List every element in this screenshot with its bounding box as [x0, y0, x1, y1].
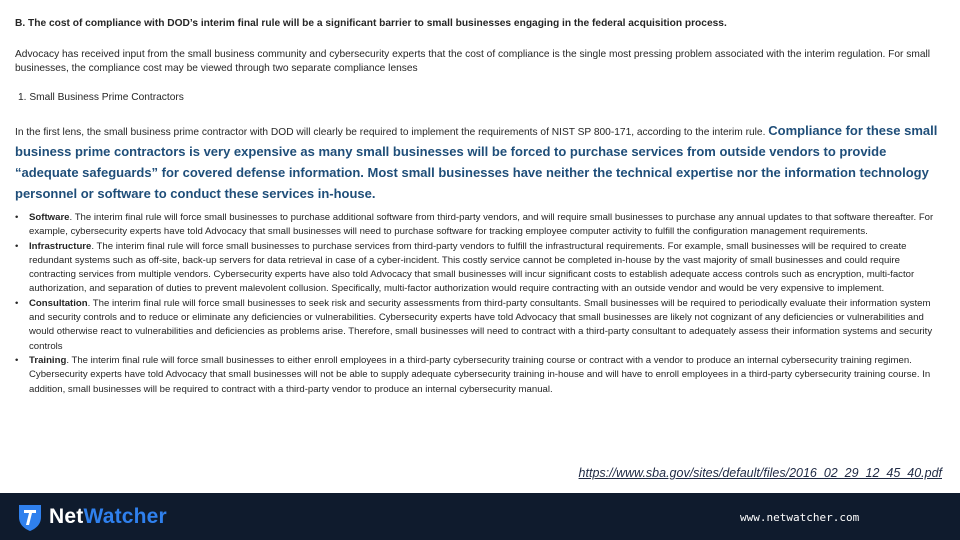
bullet-icon: •: [15, 212, 19, 223]
logo-watcher-text: Watcher: [83, 505, 167, 528]
footer-bar: [0, 493, 960, 540]
netwatcher-logo[interactable]: [17, 501, 167, 533]
bullet-term: Software: [29, 212, 70, 223]
netwatcher-shield-icon: [17, 502, 43, 532]
cost-bullet-list: [15, 211, 943, 397]
source-link[interactable]: https://www.sba.gov/sites/default/files/2016_02_29_12_45_40.pdf: [578, 466, 942, 480]
bullet-icon: •: [15, 240, 19, 252]
bullet-text: . The interim final rule will force small businesses to seek risk and security assessments from third-party consultants. Small businesses will be required to periodically evaluate their information system and security controls and to reduce or eliminate any deficiencies or vulnerabilities. Cybersecurity experts have told Advocacy that small businesses are likely not cognizant of any deficiencies or vulnerabilities and would otherwise react to vulnerabilities and deficiencies as problems arise. Therefore, small businesses will need to contract with a third-party consultant to adequately assess their information systems and security controls: [29, 297, 933, 352]
logo-net-text: Net: [49, 505, 84, 528]
subheading: 1. Small Business Prime Contractors: [18, 92, 184, 103]
list-item: [15, 354, 943, 397]
bullet-text: . The interim final rule will force small businesses to purchase services from third-party vendors to fulfill the infrastructural requirements. For example, small businesses will be required to create redundant systems such as off-site, back-up servers for data retrieval in case of a cyber-incident. This costly service cannot be completed in-house by the vast majority of small businesses and could require contracting services from multiple vendors. Cybersecurity experts have also told Advocacy that small businesses will incur significant costs to establish adequate access controls such as encryption, multi-factor authorization, and separation of duties to prevent malevolent collusion. Specifically, multi-factor authorization would require contracting with an outside vendor and would be very expensive to implement.: [29, 240, 915, 295]
lens-highlight-text: Compliance for these small business prime contractors is very expensive as many small businesses will be forced to purchase services from outside vendors to provide “adequate safeguards” for covered defense information. Most small businesses have neither the technical expertise nor the information technology personnel or software to conduct these services in-house.: [15, 123, 938, 201]
lens-paragraph: [15, 121, 945, 205]
lens-plain-text: In the first lens, the small business prime contractor with DOD will clearly be required to implement the requirements of NIST SP 800-171, according to the interim rule.: [15, 127, 766, 138]
list-item: [15, 240, 943, 297]
list-item: [15, 211, 943, 240]
logo-wordmark: [49, 505, 167, 529]
bullet-term: Infrastructure: [29, 240, 92, 252]
intro-paragraph: Advocacy has received input from the small business community and cybersecurity experts that the cost of compliance is the single most pressing problem associated with the interim regulation. For small businesses, the compliance cost may be viewed through two separate compliance lenses: [15, 49, 931, 74]
bullet-icon: •: [15, 297, 19, 309]
section-heading: B. The cost of compliance with DOD’s interim final rule will be a significant barrier to small businesses engaging in the federal acquisition process.: [15, 18, 727, 29]
list-item: [15, 297, 943, 354]
bullet-text: . The interim final rule will force small businesses to purchase additional software from third-party vendors, and will require small businesses to purchase any annual updates to that software thereafter. For example, cybersecurity experts have told Advocacy that small businesses will need to purchase software for tracking employee computer activity to fulfill the configuration management requirements.: [29, 212, 934, 238]
website-url[interactable]: www.netwatcher.com: [740, 511, 860, 524]
bullet-term: Consultation: [29, 297, 88, 309]
bullet-icon: •: [15, 354, 19, 366]
bullet-text: . The interim final rule will force small businesses to either enroll employees in a third-party cybersecurity training course or contract with a vendor to produce an internal cybersecurity training regimen. Cybersecurity experts have told Advocacy that small businesses will not be able to supply adequate cybersecurity training in-house and will have to enroll employees in a third-party cybersecurity training course. In addition, small businesses will be required to contract with a third-party vendor to produce an internal cybersecurity manual.: [29, 354, 931, 395]
bullet-term: Training: [29, 354, 67, 366]
